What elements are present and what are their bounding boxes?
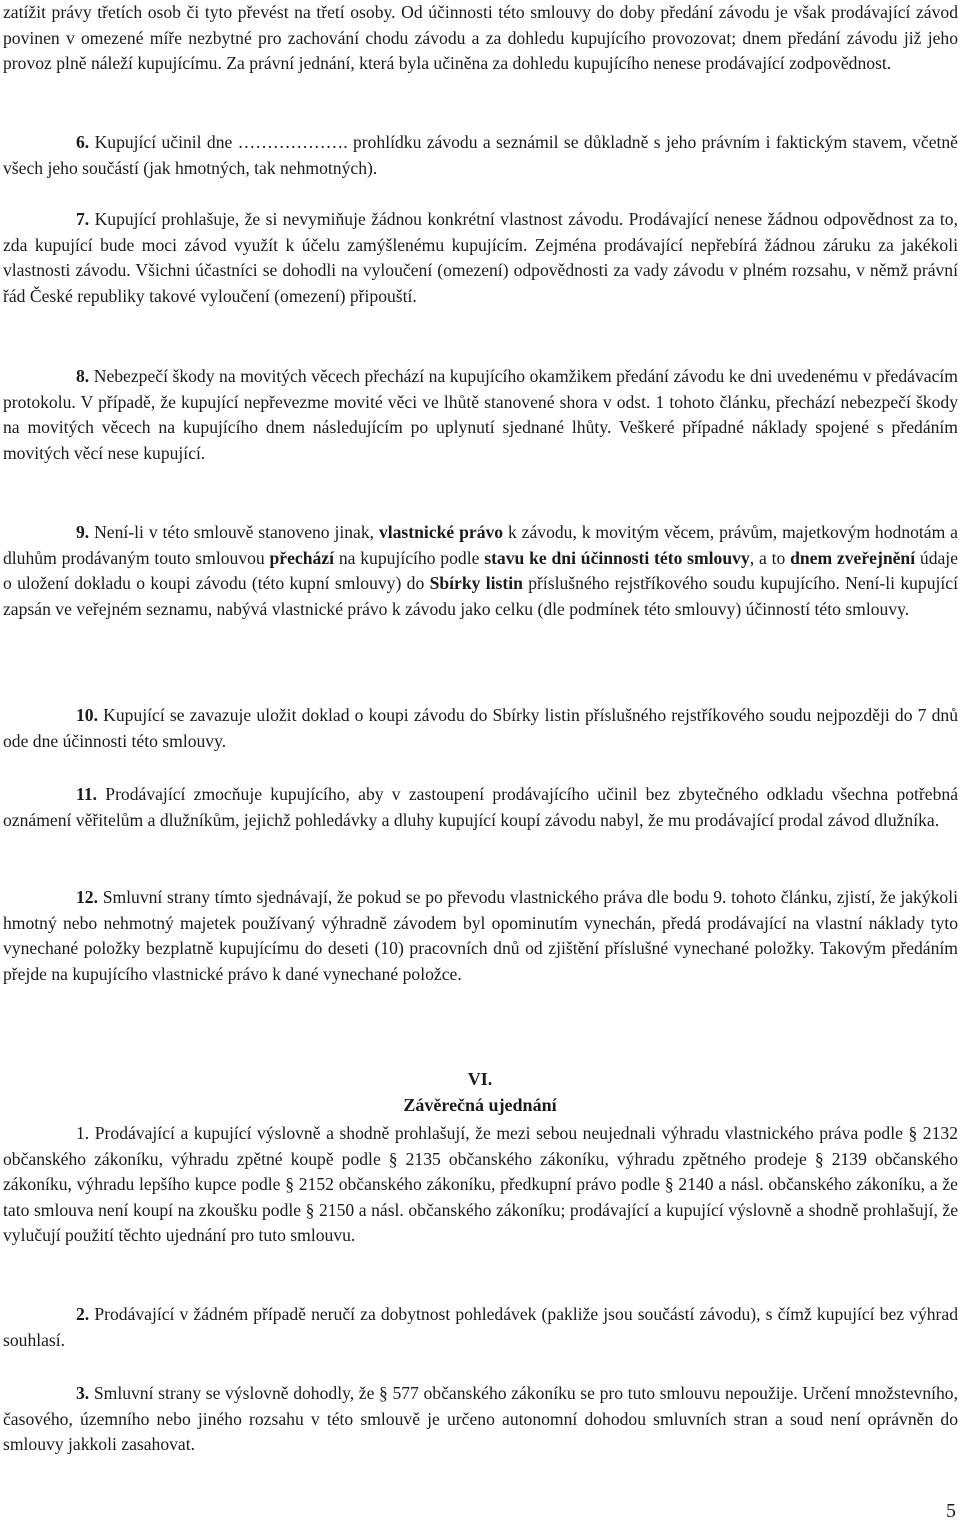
text-line: shora v odst. 1 tohoto článku, přechází nebezpečí škody na movitých věcech na kupujícího dnem bbox=[3, 391, 958, 438]
text-line: následujícím po uplynutí sjednané lhůty. Veškeré případné náklady spojené s předáním movitých věcí nese bbox=[3, 417, 958, 463]
text-line: takové vyloučení (omezení) připouští. bbox=[149, 285, 417, 306]
text-line: odkladu všechna potřebná oznámení věřitelům a dlužníkům, jejichž pohledávky a dluhy kupující koupí bbox=[3, 784, 959, 830]
text-line: článku, zjistí, že jakýkoli hmotný nebo nehmotný majetek používaný výhradně závodem byl opominutím bbox=[3, 887, 958, 933]
text-line: Prodávající a kupující výslovně a shodně prohlašují, že mezi sebou neujednali výhradu bbox=[94, 1123, 720, 1143]
section-paragraph-2 bbox=[3, 1302, 958, 1353]
text-line: kupujícího provozovat; dnem předání závodu již jeho provoz plně náleží kupujícímu. Za právní jednání, bbox=[3, 27, 958, 74]
section-paragraph-1 bbox=[3, 1121, 958, 1249]
text-line: žádnou odpovědnost za to, zda kupující bude moci závod využít k účelu zamýšlenému kupujícím. Zejména bbox=[3, 209, 958, 255]
text-line: s čímž kupující bez výhrad souhlasí. bbox=[3, 1304, 959, 1350]
section-number: VI. bbox=[467, 1069, 493, 1089]
text-line: Není-li v této smlouvě stanoveno jinak, bbox=[94, 522, 379, 542]
text-line: , a to bbox=[749, 547, 791, 568]
text-line: prodávající nepřebírá žádnou záruku za jakékoli vlastnosti závodu. Všichni účastníci se dohodli na bbox=[3, 234, 958, 281]
bold-term: Sbírky listin bbox=[429, 573, 523, 594]
text-line: Kupující učinil dne ………………. prohlídku závodu a seznámil se důkladně s jeho právním i bbox=[94, 132, 771, 152]
text-line: dni uvedenému v předávacím protokolu. V případě, že kupující nepřevezme movité věci ve lhůtě stanovené bbox=[3, 366, 958, 412]
paragraph-number: 11. bbox=[76, 784, 98, 804]
text-line: prohlašují, že vylučují použití těchto ujednání pro tuto smlouvu. bbox=[3, 1199, 959, 1246]
text-line: vyloučení (omezení) odpovědnosti za vady závodu v plném rozsahu, v němž právní řád České republiky bbox=[3, 260, 958, 306]
text-line: zákoníku, výhradu zpětného prodeje § 2139 občanského zákoníku, výhradu lepšího kupce podle § 2152 bbox=[3, 1148, 958, 1195]
text-line: autonomní dohodou smluvních stran a soud není oprávněn do smlouvy jakkoli zasahovat. bbox=[3, 1408, 958, 1455]
text-line: Smluvní strany se výslovně dohodly, že § 577 občanského zákoníku se pro tuto smlouvu bbox=[93, 1383, 721, 1403]
text-line: pracovních dnů od zjištění příslušné vynechané položky. Takovým předáním přejde na kupujícího bbox=[3, 938, 958, 984]
page-number: 5 bbox=[946, 1500, 956, 1522]
text-line: vynechán, předá prodávající na vlastní náklady tyto vynechané položky bezplatně kupujícímu do deseti (10) bbox=[3, 912, 959, 959]
paragraph-8 bbox=[3, 364, 958, 466]
text-line: koupí na zkoušku podle § 2150 a násl. občanského zákoníku; prodávající a kupující výslovně a shodně bbox=[132, 1199, 859, 1220]
paragraph-9 bbox=[3, 520, 958, 622]
section-title: Závěrečná ujednání bbox=[403, 1095, 557, 1115]
text-line: právům, majetkovým hodnotám a dluhům prodávaným touto smlouvou bbox=[3, 522, 958, 568]
paragraph-number: 10. bbox=[76, 705, 98, 725]
text-line: údaje o uložení dokladu o koupi závodu bbox=[3, 547, 959, 594]
text-line: závodu nabyl, že mu prodávající prodal závod dlužníka. bbox=[544, 809, 940, 830]
section-paragraph-3 bbox=[3, 1381, 958, 1458]
text-line: nepoužije. Určení množstevního, časového, územního nebo jiného rozsahu v této smlouvě je určeno bbox=[3, 1383, 958, 1429]
bold-term: přechází bbox=[269, 547, 335, 568]
text-line: (této kupní smlouvy) do bbox=[251, 573, 430, 594]
text-line: Kupující se zavazuje uložit doklad o koupi závodu do Sbírky listin příslušného rejstříkového bbox=[103, 705, 765, 725]
text-line: vlastnické právo k dané vynechané položce. bbox=[152, 963, 462, 984]
text-line: Kupující prohlašuje, že si nevymiňuje žádnou konkrétní vlastnost závodu. Prodávající nenese bbox=[94, 209, 763, 229]
text-line: vlastnického práva podle § 2132 občanského zákoníku, výhradu zpětné koupě podle § 2135 občanského bbox=[3, 1123, 958, 1169]
paragraph-number: 9. bbox=[76, 522, 90, 542]
intro-paragraph bbox=[3, 0, 958, 77]
paragraph-12 bbox=[3, 885, 958, 987]
text-line: této smlouvy. bbox=[814, 598, 910, 619]
bold-term: dnem zveřejnění bbox=[790, 547, 916, 568]
paragraph-6 bbox=[3, 130, 958, 181]
text-line: Smluvní strany tímto sjednávají, že pokud se po převodu vlastnického práva dle bodu 9. tohoto bbox=[102, 887, 777, 907]
text-line: ve veřejném seznamu, nabývá vlastnické právo k závodu jako celku (dle podmínek této smlouvy) účinností bbox=[55, 598, 811, 619]
paragraph-number: 12. bbox=[76, 887, 98, 907]
text-line: kupující. bbox=[143, 442, 206, 463]
text-line: zatížit právy třetích osob či tyto převést na třetí osoby. Od účinnosti této smlouvy do doby předání závodu bbox=[3, 2, 770, 22]
text-line: Nebezpečí škody na movitých věcech přechází na kupujícího okamžikem předání závodu ke bbox=[93, 366, 746, 386]
text-line: k závodu, k movitým věcem, bbox=[503, 522, 715, 542]
text-line: soudu nejpozději do 7 dnů ode dne účinnosti této smlouvy. bbox=[3, 705, 959, 751]
bold-term: vlastnické právo bbox=[378, 522, 504, 542]
text-line: občanského zákoníku, předkupní právo podle § 2140 a násl. občanského zákoníku, a že tato smlouva není bbox=[3, 1174, 958, 1220]
paragraph-number: 8. bbox=[76, 366, 90, 386]
text-line: faktickým stavem, včetně všech jeho součástí (jak hmotných, tak nehmotných). bbox=[3, 132, 958, 178]
paragraph-11 bbox=[3, 782, 958, 833]
paragraph-number: 2. bbox=[76, 1304, 90, 1324]
paragraph-number: 7. bbox=[76, 209, 90, 229]
paragraph-7 bbox=[3, 207, 958, 309]
paragraph-10 bbox=[3, 703, 958, 754]
bold-term: stavu ke dni účinnosti této smlouvy bbox=[484, 547, 750, 568]
paragraph-number: 1. bbox=[76, 1123, 90, 1143]
paragraph-number: 3. bbox=[76, 1383, 90, 1403]
text-line: Prodávající zmocňuje kupujícího, aby v zastoupení prodávajícího učinil bez zbytečného bbox=[105, 784, 759, 804]
text-line: příslušného rejstříkového soudu kupujícího. Není-li kupující zapsán bbox=[3, 573, 958, 619]
text-line: Prodávající v žádném případě neručí za dobytnost pohledávek (pakliže jsou součástí závodu), bbox=[94, 1304, 761, 1324]
text-line: je však prodávající závod povinen v omezené míře nezbytné pro zachování chodu závodu a za dohledu bbox=[3, 2, 958, 48]
text-line: na kupujícího podle bbox=[334, 547, 480, 568]
text-line: která byla učiněna za dohledu kupujícího nenese prodávající zodpovědnost. bbox=[359, 53, 892, 74]
paragraph-number: 6. bbox=[76, 132, 90, 152]
